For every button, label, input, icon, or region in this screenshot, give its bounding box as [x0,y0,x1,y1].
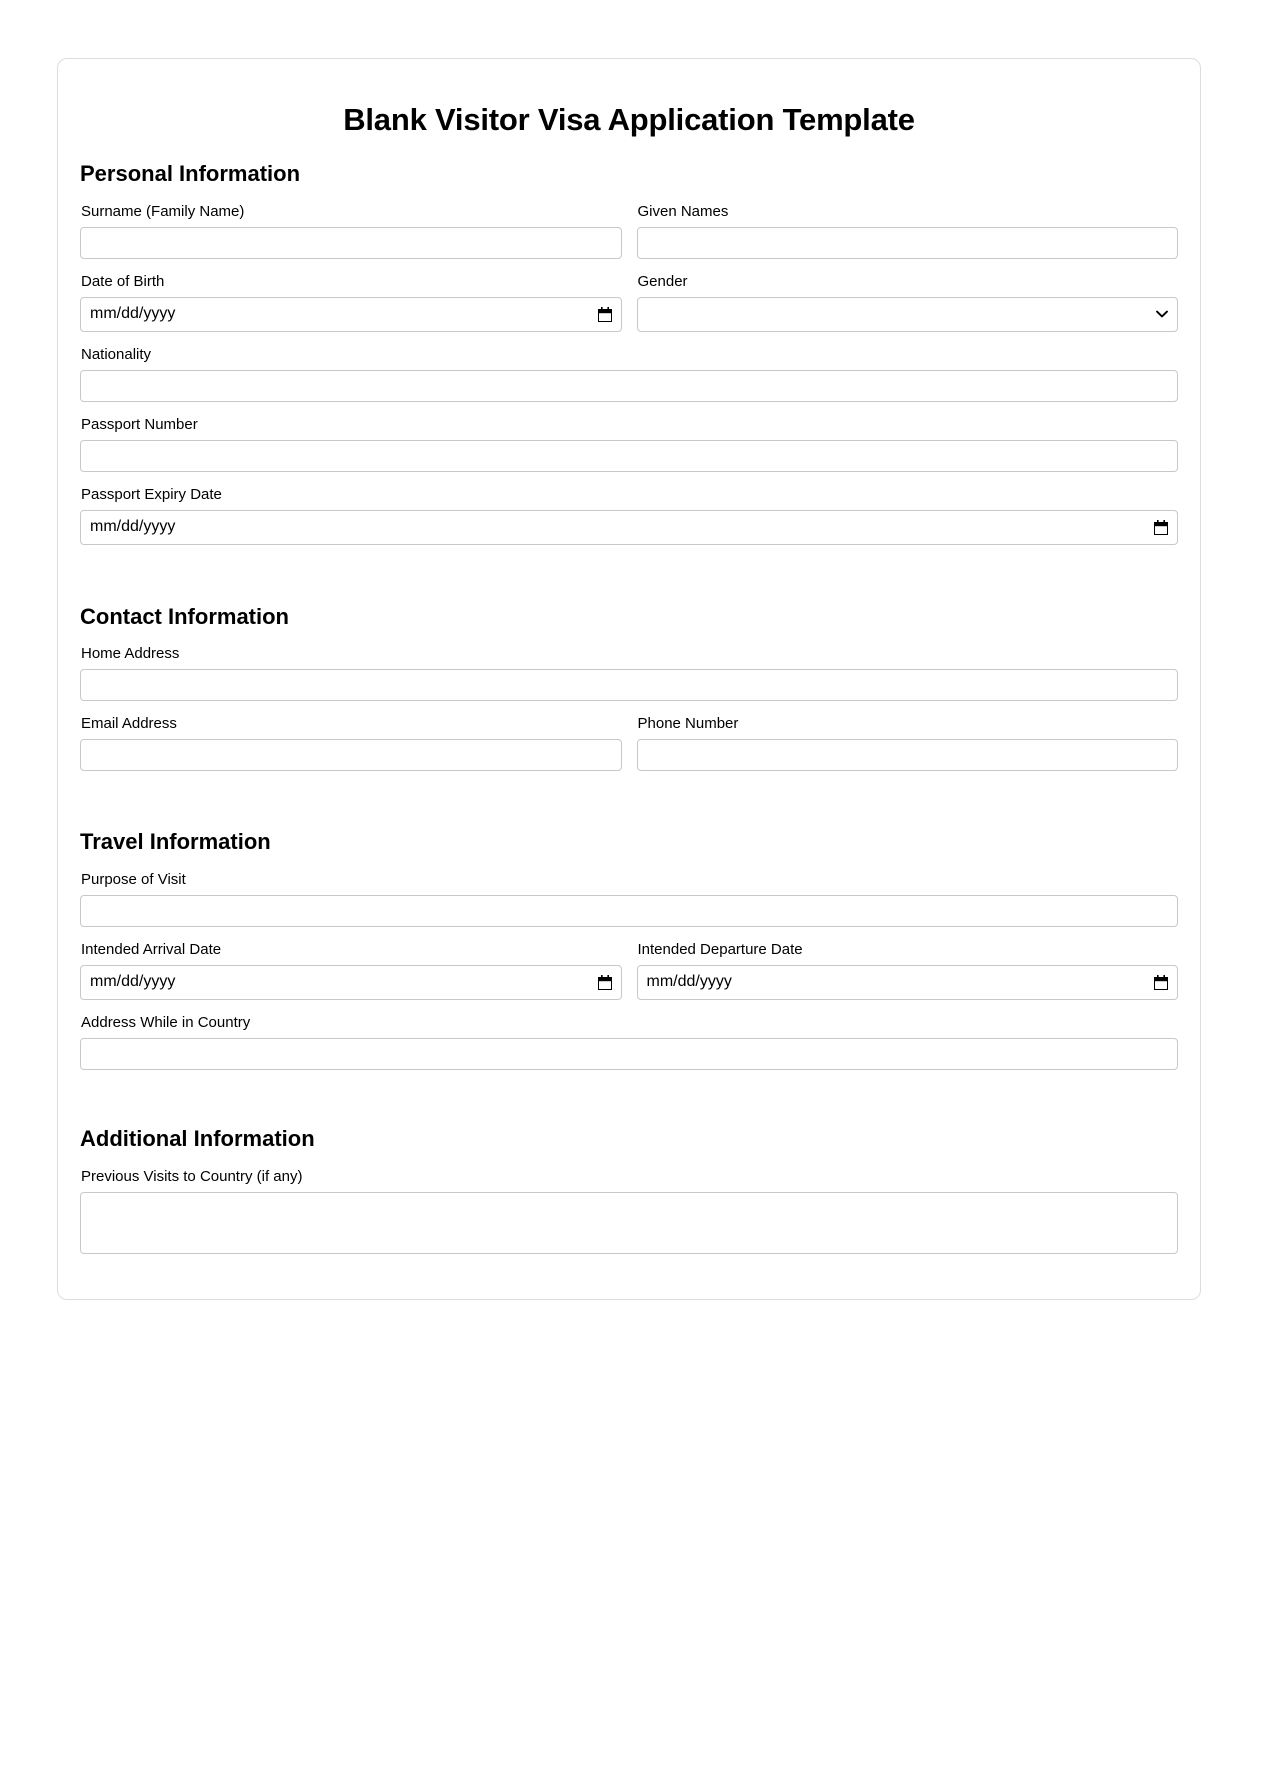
field-label-address-while-in-country: Address While in Country [81,1013,251,1031]
section-heading-additional-information: Additional Information [80,1125,315,1151]
section-heading-travel-information: Travel Information [80,829,271,855]
field-given-names [637,203,1179,259]
passport-number-input[interactable] [80,440,1178,472]
passport-expiry-date-input[interactable] [80,510,1178,545]
passport-expiry-date-placeholder: mm/dd/yyyy [90,518,176,536]
field-label-given-names: Given Names [637,202,729,220]
calendar-icon[interactable] [1154,520,1168,535]
purpose-of-visit-input[interactable] [80,895,1178,927]
surname-input[interactable] [80,227,622,259]
given-names-input[interactable] [637,227,1179,259]
calendar-icon[interactable] [598,307,612,322]
field-home-address [80,645,1178,701]
section-additional-information [80,1125,1178,1254]
previous-visits-textarea[interactable] [80,1192,1178,1254]
field-label-home-address: Home Address [81,645,180,663]
field-label-passport-number: Passport Number [81,415,198,433]
nationality-input[interactable] [80,370,1178,402]
address-while-in-country-input[interactable] [80,1038,1178,1070]
email-address-input[interactable] [80,739,622,771]
chevron-down-icon[interactable] [1156,310,1168,318]
page-title: Blank Visitor Visa Application Template [343,102,915,137]
field-surname [80,203,622,259]
field-date-of-birth [80,273,622,332]
date-of-birth-input[interactable] [80,297,622,332]
field-intended-arrival-date [80,941,622,1000]
section-heading-personal-information: Personal Information [80,161,301,187]
calendar-icon[interactable] [598,975,612,990]
field-label-passport-expiry-date: Passport Expiry Date [81,485,222,503]
field-intended-departure-date [637,941,1179,1000]
intended-arrival-date-placeholder: mm/dd/yyyy [90,973,176,991]
field-phone-number [637,715,1179,771]
field-address-while-in-country [80,1014,1178,1070]
intended-departure-date-placeholder: mm/dd/yyyy [646,973,732,991]
field-label-nationality: Nationality [81,345,152,363]
field-purpose-of-visit [80,871,1178,927]
field-label-phone-number: Phone Number [637,715,739,733]
field-label-gender: Gender [637,272,688,290]
section-travel-information [80,828,1178,1070]
calendar-icon[interactable] [1154,975,1168,990]
field-email-address [80,715,622,771]
home-address-input[interactable] [80,669,1178,701]
field-label-date-of-birth: Date of Birth [81,272,165,290]
field-passport-number [80,416,1178,472]
field-gender [637,273,1179,332]
field-previous-visits [80,1168,1178,1254]
intended-arrival-date-input[interactable] [80,965,622,1000]
intended-departure-date-input[interactable] [637,965,1179,1000]
field-row-arrival-departure [80,927,1178,1000]
field-label-purpose-of-visit: Purpose of Visit [81,870,186,888]
date-of-birth-placeholder: mm/dd/yyyy [90,305,176,323]
form-card [57,58,1201,1300]
field-label-intended-arrival-date: Intended Arrival Date [81,940,222,958]
field-nationality [80,346,1178,402]
field-label-surname: Surname (Family Name) [81,202,245,220]
field-row-email-phone [80,701,1178,771]
gender-select[interactable] [637,297,1179,332]
field-row-name [80,189,1178,259]
field-label-intended-departure-date: Intended Departure Date [637,940,803,958]
section-heading-contact-information: Contact Information [80,603,289,629]
field-row-dob-gender [80,259,1178,332]
section-contact-information [80,603,1178,772]
field-label-email-address: Email Address [81,715,177,733]
phone-number-input[interactable] [637,739,1179,771]
field-passport-expiry-date [80,486,1178,545]
field-label-previous-visits: Previous Visits to Country (if any) [81,1167,303,1185]
section-personal-information [80,160,1178,545]
